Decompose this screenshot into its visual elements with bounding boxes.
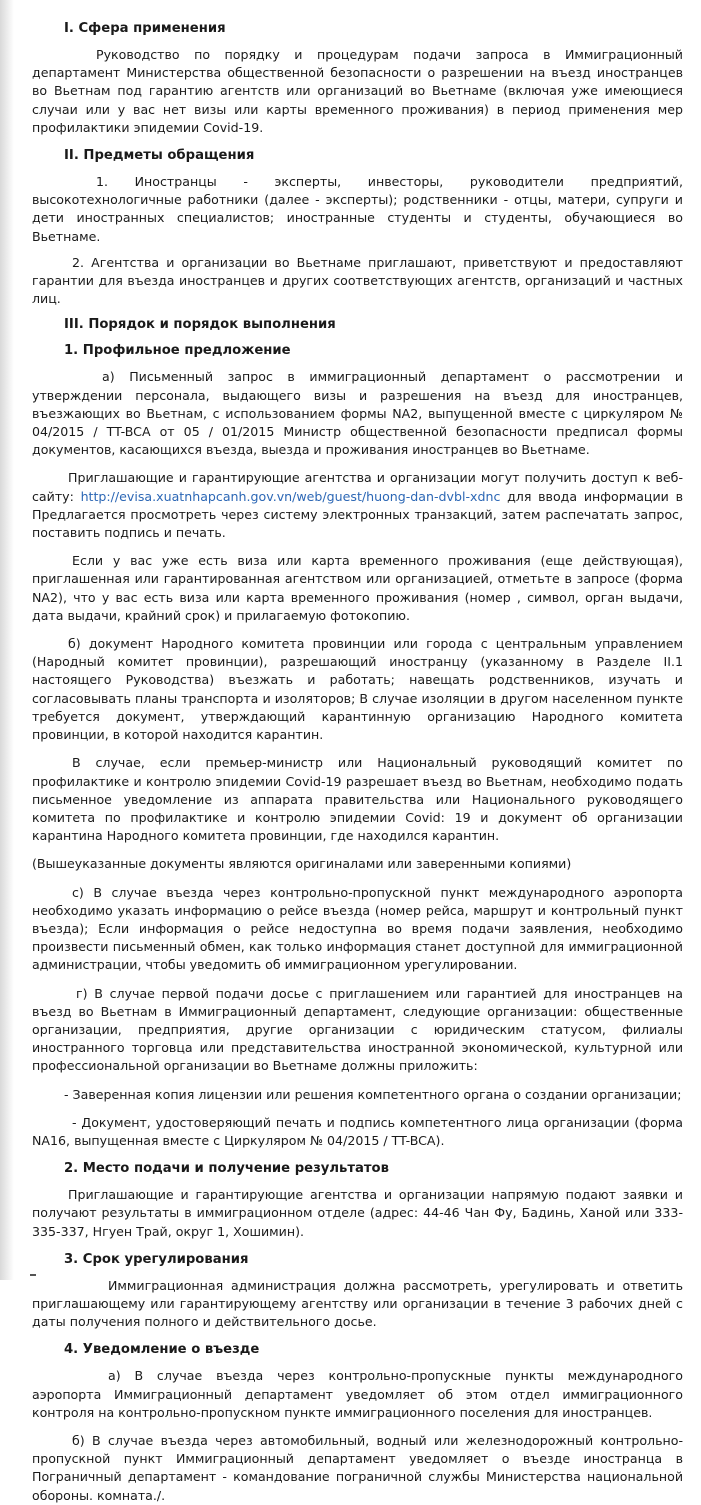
entry-notice-paragraph-a: а) В случае въезда через контрольно-пропускные пункты международного аэропорта Иммиграционный департамент уведомляет об этом отдел иммиграционного контроля на контрольно-пропускном пункте иммиграционного поселения для иностранцев. (32, 1368, 683, 1420)
evisa-link[interactable]: http://evisa.xuatnhapcanh.gov.vn/web/guest/huong-dan-dvbl-xdnc (80, 488, 501, 504)
proposal-paragraph-c: с) В случае въезда через контрольно-пропускной пункт международного аэропорта необходимо указать информацию о рейсе въезда (номер рейса, маршрут и контрольный пункт въезда); Если информация о рейсе недоступна во время подачи заявления, необходимо произвести письменный обмен, как только информация станет доступной для иммиграционной администрации, чтобы уведомить об иммиграционном урегулировании. (32, 884, 683, 973)
originals-note: (Вышеуказанные документы являются оригиналами или заверенными копиями) (32, 856, 572, 872)
subsection-heading-proposal: 1. Профильное предложение (64, 343, 291, 359)
proposal-paragraph-b: б) документ Народного комитета провинции или города с центральным управлением (Народный комитет провинции), разрешающий иностранцу (указанному в Разделе II.1 настоящего Руководства) въезжать и работать; навещать родственников, изучать и согласовывать планы транспорта и изоляторов; В случае изоляции в другом населенном пункте требуется документ, утверждающий карантинную организацию Народного комитета провинции, в которой находится карантин. (32, 636, 683, 743)
section-heading-subjects: II. Предметы обращения (64, 148, 255, 164)
subjects-item-2: 2. Агентства и организации во Вьетнаме приглашают, приветствуют и предоставляют гарантии для въезда иностранцев и других соответствующих агентств, организаций и частных лиц. (32, 254, 683, 307)
proposal-paragraph-a: а) Письменный запрос в иммиграционный департамент о рассмотрении и утверждении персонала, выдающего визы и разрешения на въезд для иностранцев, въезжающих во Вьетнам, с использованием формы NA2, выпущенной вместе с циркуляром № 04/2015 / TT-BCA от 05 / 01/2015 Министр общественной безопасности предписал формы документов, касающихся въезда, выезда и проживания иностранцев во Вьетнаме. (32, 369, 683, 458)
subsection-heading-submission: 2. Место подачи и получение результатов (64, 1161, 389, 1177)
entry-notice-paragraph-b: б) В случае въезда через автомобильный, водный или железнодорожный контрольно-пропускной пункт Иммиграционный департамент уведомляет о въезде иностранца в Пограничный департамент - командование пограничной службы Министерства национальной обороны. комната./. (32, 1432, 683, 1503)
scope-paragraph: Руководство по порядку и процедурам подачи запроса в Иммиграционный департамент Министерства общественной безопасности о разрешении на въезд иностранцев во Вьетнам под гарантию агентств или организаций во Вьетнаме (включая уже имеющиеся случаи или у вас нет визы или карты временного проживания) в период применения мер профилактики эпидемии Covid-19. (32, 47, 683, 135)
prime-minister-paragraph: В случае, если премьер-министр или Национальный руководящий комитет по профилактике и контролю эпидемии Covid-19 разрешает въезд во Вьетнам, необходимо подать письменное уведомление из аппарата правительства или Национального руководящего комитета по профилактике и контролю эпидемии Covid: 19 и документ об организации карантина Народного комитета провинции, где находился карантин. (32, 755, 683, 844)
proposal-paragraph-g: г) В случае первой подачи досье с приглашением или гарантией для иностранцев на въезд во Вьетнам в Иммиграционный департамент, следующие организации: общественные организации, предприятия, другие организации с юридическим статусом, филиалы иностранного торговца или представительства иностранной экономической, культурной или профессиональной организации во Вьетнаме должны приложить: (32, 985, 683, 1074)
deadline-paragraph: Иммиграционная администрация должна рассмотреть, урегулировать и ответить приглашающему или гарантирующему агентству или организации в течение 3 рабочих дней с даты получения полного и действительного досье. (32, 1277, 683, 1330)
attachment-item-seal: - Документ, удостоверяющий печать и подпись компетентного лица организации (форма NA16, выпущенная вместе с Циркуляром № 04/2015 / TT-BCA). (32, 1114, 683, 1148)
section-heading-procedure: III. Порядок и порядок выполнения (64, 317, 336, 333)
subsection-heading-deadline: 3. Срок урегулирования (64, 1251, 249, 1267)
subsection-heading-entry-notice: 4. Уведомление о въезде (64, 1342, 260, 1358)
attachment-item-license: - Заверенная копия лицензии или решения компетентного органа о создании организации; (64, 1086, 682, 1102)
website-access-text-after: для ввода информации в Предлагается просмотреть через систему электронных транзакций, затем распечатать запрос, поставить подпись и печать. (32, 488, 683, 541)
submission-paragraph: Приглашающие и гарантирующие агентства и организации напрямую подают заявки и получают результаты в иммиграционном отделе (адрес: 44-46 Чан Фу, Бадинь, Ханой или 333-335-337, Нгуен Трай, округ 1, Хошимин). (32, 1187, 683, 1239)
website-access-text-before: Приглашающие и гарантирующие агентства и организации могут получить доступ к веб-сайту: (32, 470, 683, 504)
section-heading-scope: I. Сфера применения (64, 21, 226, 36)
page-bottom-mark (30, 1274, 36, 1276)
website-access-paragraph (32, 469, 683, 542)
subjects-item-1: 1. Иностранцы - эксперты, инвесторы, руководители предприятий, высокотехнологичные работники (далее - эксперты); родственники - отцы, матери, супруги и дети иностранных специалистов; иностранные студенты и студенты, обучающиеся во Вьетнаме. (32, 174, 683, 244)
existing-visa-paragraph: Если у вас уже есть виза или карта временного проживания (еще действующая), приглашенная или гарантированная агентством или организацией, отметьте в запросе (форма NA2), что у вас есть виза или карта временного проживания (номер , символ, орган выдачи, дата выдачи, крайний срок) и прилагаемую фотокопию. (32, 553, 683, 623)
